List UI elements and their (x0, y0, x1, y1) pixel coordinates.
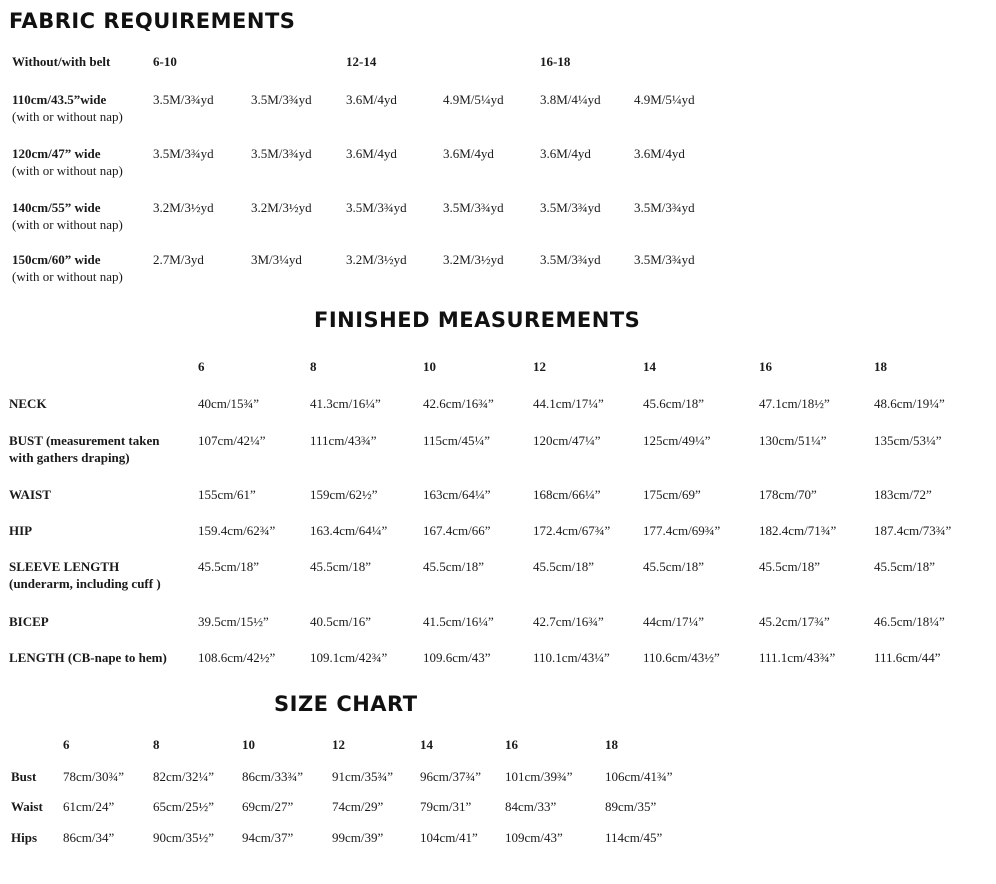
size-chart-value: 78cm/30¾” (63, 769, 125, 784)
finished-row-sublabel: (underarm, including cuff ) (9, 576, 161, 591)
finished-size-header: 6 (198, 359, 205, 374)
finished-value: 172.4cm/67¾” (533, 523, 611, 538)
finished-value: 40.5cm/16” (310, 614, 372, 629)
finished-value: 167.4cm/66” (423, 523, 491, 538)
fabric-value: 3.5M/3¾yd (251, 92, 312, 107)
fabric-nap-note: (with or without nap) (12, 163, 123, 178)
finished-value: 48.6cm/19¼” (874, 396, 945, 411)
finished-value: 111cm/43¾” (310, 433, 377, 448)
finished-value: 183cm/72” (874, 487, 932, 502)
fabric-size-group: 6-10 (153, 54, 177, 69)
finished-row-label: LENGTH (CB-nape to hem) (9, 650, 167, 665)
fabric-value: 3.2M/3½yd (443, 252, 504, 267)
fabric-value: 3.5M/3¾yd (153, 92, 214, 107)
fabric-value: 3.5M/3¾yd (540, 252, 601, 267)
size-chart-value: 89cm/35” (605, 799, 657, 814)
size-chart-value: 65cm/25½” (153, 799, 215, 814)
fabric-value: 3.2M/3½yd (251, 200, 312, 215)
size-chart-row-label: Hips (11, 830, 38, 845)
finished-value: 168cm/66¼” (533, 487, 601, 502)
size-chart-header: 18 (605, 737, 618, 752)
size-chart-value: 84cm/33” (505, 799, 557, 814)
finished-row-label: HIP (9, 523, 33, 538)
fabric-width-label: 110cm/43.5”wide (12, 92, 107, 107)
finished-row-label: SLEEVE LENGTH (9, 559, 120, 574)
size-chart-value: 86cm/33¾” (242, 769, 304, 784)
finished-value: 47.1cm/18½” (759, 396, 830, 411)
finished-value: 44cm/17¼” (643, 614, 705, 629)
finished-value: 41.5cm/16¼” (423, 614, 494, 629)
fabric-value: 3.5M/3¾yd (251, 146, 312, 161)
fabric-value: 3M/3¼yd (251, 252, 302, 267)
fabric-width-label: 150cm/60” wide (12, 252, 101, 267)
finished-value: 110.6cm/43½” (643, 650, 720, 665)
size-chart-title: SIZE CHART (274, 692, 418, 716)
fabric-width-label: 120cm/47” wide (12, 146, 101, 161)
finished-row-label: WAIST (9, 487, 51, 502)
finished-size-header: 16 (759, 359, 772, 374)
size-chart-value: 79cm/31” (420, 799, 472, 814)
size-chart-header: 10 (242, 737, 255, 752)
finished-value: 40cm/15¾” (198, 396, 260, 411)
finished-value: 41.3cm/16¼” (310, 396, 381, 411)
fabric-value: 3.6M/4yd (540, 146, 591, 161)
fabric-nap-note: (with or without nap) (12, 217, 123, 232)
finished-value: 45.5cm/18” (423, 559, 485, 574)
size-chart-header: 12 (332, 737, 345, 752)
size-chart-value: 74cm/29” (332, 799, 384, 814)
finished-value: 155cm/61” (198, 487, 256, 502)
finished-value: 163cm/64¼” (423, 487, 491, 502)
size-chart-value: 61cm/24” (63, 799, 115, 814)
finished-value: 46.5cm/18¼” (874, 614, 945, 629)
size-chart-header: 6 (63, 737, 70, 752)
finished-value: 115cm/45¼” (423, 433, 491, 448)
finished-value: 45.5cm/18” (643, 559, 705, 574)
finished-value: 45.5cm/18” (759, 559, 821, 574)
finished-value: 45.5cm/18” (533, 559, 595, 574)
finished-row-label: BICEP (9, 614, 49, 629)
finished-size-header: 14 (643, 359, 656, 374)
size-chart-header: 16 (505, 737, 518, 752)
fabric-width-label: 140cm/55” wide (12, 200, 101, 215)
size-chart-value: 106cm/41¾” (605, 769, 673, 784)
fabric-value: 4.9M/5¼yd (443, 92, 504, 107)
finished-value: 108.6cm/42½” (198, 650, 276, 665)
finished-value: 109.6cm/43” (423, 650, 491, 665)
finished-value: 187.4cm/73¾” (874, 523, 952, 538)
finished-value: 182.4cm/71¾” (759, 523, 837, 538)
finished-value: 45.5cm/18” (198, 559, 260, 574)
finished-value: 175cm/69” (643, 487, 701, 502)
fabric-value: 3.6M/4yd (443, 146, 494, 161)
size-chart-value: 99cm/39” (332, 830, 384, 845)
fabric-size-group: 12-14 (346, 54, 377, 69)
size-chart-header: 14 (420, 737, 433, 752)
fabric-nap-note: (with or without nap) (12, 269, 123, 284)
finished-value: 45.5cm/18” (874, 559, 936, 574)
fabric-value: 3.8M/4¼yd (540, 92, 601, 107)
fabric-value: 3.5M/3¾yd (540, 200, 601, 215)
fabric-nap-note: (with or without nap) (12, 109, 123, 124)
fabric-value: 3.5M/3¾yd (443, 200, 504, 215)
finished-value: 107cm/42¼” (198, 433, 266, 448)
finished-value: 163.4cm/64¼” (310, 523, 388, 538)
finished-size-header: 12 (533, 359, 546, 374)
finished-value: 120cm/47¼” (533, 433, 601, 448)
finished-value: 159cm/62½” (310, 487, 378, 502)
finished-value: 110.1cm/43¼” (533, 650, 610, 665)
fabric-requirements-title: FABRIC REQUIREMENTS (9, 9, 296, 33)
size-chart-value: 69cm/27” (242, 799, 294, 814)
finished-value: 125cm/49¼” (643, 433, 711, 448)
finished-value: 130cm/51¼” (759, 433, 827, 448)
fabric-value: 3.2M/3½yd (346, 252, 407, 267)
size-chart-value: 96cm/37¾” (420, 769, 482, 784)
fabric-size-group: 16-18 (540, 54, 571, 69)
size-chart-value: 114cm/45” (605, 830, 663, 845)
fabric-value: 3.5M/3¾yd (634, 200, 695, 215)
finished-row-sublabel: with gathers draping) (9, 450, 130, 465)
finished-value: 44.1cm/17¼” (533, 396, 604, 411)
finished-value: 45.5cm/18” (310, 559, 372, 574)
fabric-value: 2.7M/3yd (153, 252, 204, 267)
size-chart-value: 91cm/35¾” (332, 769, 394, 784)
size-chart-value: 90cm/35½” (153, 830, 215, 845)
size-chart-row-label: Bust (11, 769, 37, 784)
fabric-value: 3.5M/3¾yd (153, 146, 214, 161)
finished-value: 178cm/70” (759, 487, 817, 502)
size-chart-header: 8 (153, 737, 160, 752)
fabric-value: 3.5M/3¾yd (634, 252, 695, 267)
finished-value: 159.4cm/62¾” (198, 523, 276, 538)
finished-value: 42.7cm/16¾” (533, 614, 604, 629)
finished-value: 109.1cm/42¾” (310, 650, 388, 665)
fabric-value: 3.6M/4yd (634, 146, 685, 161)
size-chart-row-label: Waist (11, 799, 43, 814)
finished-measurements-title: FINISHED MEASUREMENTS (314, 308, 641, 332)
size-chart-value: 86cm/34” (63, 830, 115, 845)
finished-row-label: BUST (measurement taken (9, 433, 160, 448)
fabric-value: 3.6M/4yd (346, 146, 397, 161)
size-chart-value: 94cm/37” (242, 830, 294, 845)
size-chart-value: 104cm/41” (420, 830, 478, 845)
finished-size-header: 18 (874, 359, 887, 374)
finished-value: 177.4cm/69¾” (643, 523, 721, 538)
size-chart-value: 82cm/32¼” (153, 769, 215, 784)
fabric-value: 4.9M/5¼yd (634, 92, 695, 107)
finished-value: 39.5cm/15½” (198, 614, 269, 629)
finished-row-label: NECK (9, 396, 47, 411)
finished-size-header: 8 (310, 359, 317, 374)
fabric-header-label: Without/with belt (12, 54, 111, 69)
finished-value: 111.1cm/43¾” (759, 650, 836, 665)
finished-value: 45.6cm/18” (643, 396, 705, 411)
size-chart-value: 101cm/39¾” (505, 769, 573, 784)
fabric-value: 3.2M/3½yd (153, 200, 214, 215)
finished-value: 135cm/53¼” (874, 433, 942, 448)
size-chart-value: 109cm/43” (505, 830, 563, 845)
finished-value: 45.2cm/17¾” (759, 614, 830, 629)
finished-size-header: 10 (423, 359, 436, 374)
finished-value: 42.6cm/16¾” (423, 396, 494, 411)
fabric-value: 3.6M/4yd (346, 92, 397, 107)
finished-value: 111.6cm/44” (874, 650, 941, 665)
fabric-value: 3.5M/3¾yd (346, 200, 407, 215)
